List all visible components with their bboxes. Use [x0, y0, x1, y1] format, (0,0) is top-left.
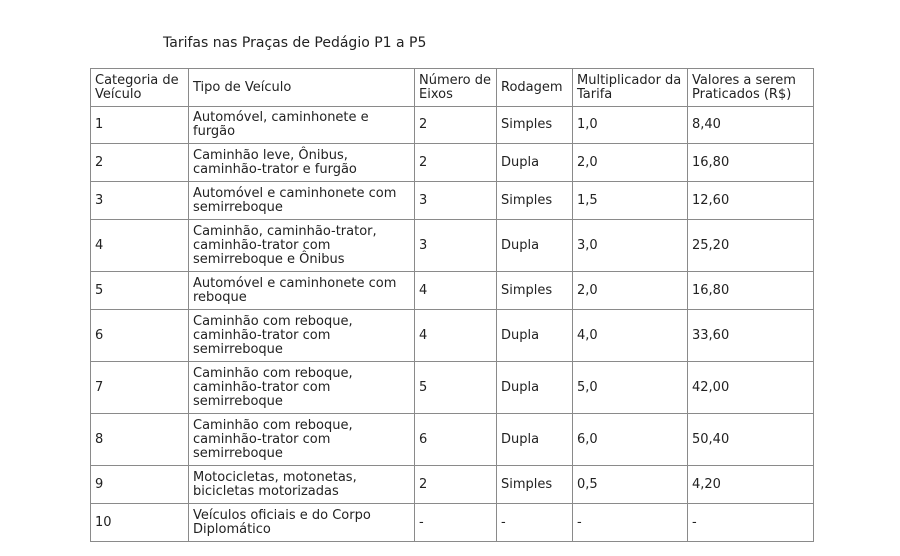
table-row	[91, 144, 814, 182]
cell-eixos: 5	[415, 362, 497, 414]
cell-eixos: 6	[415, 414, 497, 466]
cell-eixos: 2	[415, 107, 497, 144]
cell-categoria: 6	[91, 310, 189, 362]
cell-categoria: 9	[91, 466, 189, 504]
table-row	[91, 310, 814, 362]
cell-categoria: 7	[91, 362, 189, 414]
header-categoria: Categoria de Veículo	[91, 69, 189, 107]
table-row	[91, 220, 814, 272]
table-row	[91, 107, 814, 144]
cell-valor: -	[688, 504, 814, 542]
cell-tipo: Caminhão com reboque, caminhão-trator com semirreboque	[189, 414, 415, 466]
cell-tipo: Automóvel e caminhonete com semirreboque	[189, 182, 415, 220]
cell-valor: 16,80	[688, 144, 814, 182]
cell-rodagem: Simples	[497, 107, 573, 144]
cell-valor: 25,20	[688, 220, 814, 272]
header-multiplicador: Multiplicador da Tarifa	[573, 69, 688, 107]
cell-categoria: 10	[91, 504, 189, 542]
table-row	[91, 466, 814, 504]
cell-multiplicador: 2,0	[573, 272, 688, 310]
cell-eixos: 4	[415, 272, 497, 310]
cell-valor: 12,60	[688, 182, 814, 220]
cell-categoria: 1	[91, 107, 189, 144]
cell-tipo: Automóvel e caminhonete com reboque	[189, 272, 415, 310]
cell-eixos: 2	[415, 144, 497, 182]
cell-tipo: Veículos oficiais e do Corpo Diplomático	[189, 504, 415, 542]
tariff-table	[90, 68, 814, 542]
cell-valor: 8,40	[688, 107, 814, 144]
cell-rodagem: -	[497, 504, 573, 542]
cell-categoria: 4	[91, 220, 189, 272]
cell-multiplicador: 2,0	[573, 144, 688, 182]
cell-multiplicador: 0,5	[573, 466, 688, 504]
cell-categoria: 3	[91, 182, 189, 220]
header-tipo: Tipo de Veículo	[189, 69, 415, 107]
cell-eixos: 3	[415, 182, 497, 220]
header-eixos: Número de Eixos	[415, 69, 497, 107]
cell-rodagem: Simples	[497, 182, 573, 220]
cell-rodagem: Dupla	[497, 220, 573, 272]
cell-tipo: Motocicletas, motonetas, bicicletas motorizadas	[189, 466, 415, 504]
cell-multiplicador: 1,0	[573, 107, 688, 144]
cell-eixos: -	[415, 504, 497, 542]
table-row	[91, 362, 814, 414]
cell-multiplicador: 5,0	[573, 362, 688, 414]
cell-tipo: Caminhão, caminhão-trator, caminhão-trator com semirreboque e Ônibus	[189, 220, 415, 272]
cell-rodagem: Simples	[497, 272, 573, 310]
cell-valor: 50,40	[688, 414, 814, 466]
cell-categoria: 5	[91, 272, 189, 310]
header-rodagem: Rodagem	[497, 69, 573, 107]
cell-rodagem: Dupla	[497, 144, 573, 182]
table-row	[91, 182, 814, 220]
cell-tipo: Caminhão com reboque, caminhão-trator com semirreboque	[189, 310, 415, 362]
cell-eixos: 3	[415, 220, 497, 272]
table-row	[91, 414, 814, 466]
cell-multiplicador: 1,5	[573, 182, 688, 220]
cell-rodagem: Dupla	[497, 362, 573, 414]
cell-eixos: 2	[415, 466, 497, 504]
cell-multiplicador: 3,0	[573, 220, 688, 272]
cell-multiplicador: 6,0	[573, 414, 688, 466]
cell-multiplicador: -	[573, 504, 688, 542]
cell-tipo: Caminhão com reboque, caminhão-trator com semirreboque	[189, 362, 415, 414]
cell-valor: 4,20	[688, 466, 814, 504]
document-title: Tarifas nas Praças de Pedágio P1 a P5	[163, 35, 427, 51]
table-row	[91, 504, 814, 542]
cell-categoria: 2	[91, 144, 189, 182]
cell-tipo: Automóvel, caminhonete e furgão	[189, 107, 415, 144]
table-row	[91, 272, 814, 310]
cell-eixos: 4	[415, 310, 497, 362]
cell-multiplicador: 4,0	[573, 310, 688, 362]
header-row	[91, 69, 814, 107]
cell-rodagem: Dupla	[497, 310, 573, 362]
cell-valor: 33,60	[688, 310, 814, 362]
cell-valor: 42,00	[688, 362, 814, 414]
cell-tipo: Caminhão leve, Ônibus, caminhão-trator e furgão	[189, 144, 415, 182]
cell-rodagem: Simples	[497, 466, 573, 504]
header-valores: Valores a serem Praticados (R$)	[688, 69, 814, 107]
cell-valor: 16,80	[688, 272, 814, 310]
cell-rodagem: Dupla	[497, 414, 573, 466]
cell-categoria: 8	[91, 414, 189, 466]
